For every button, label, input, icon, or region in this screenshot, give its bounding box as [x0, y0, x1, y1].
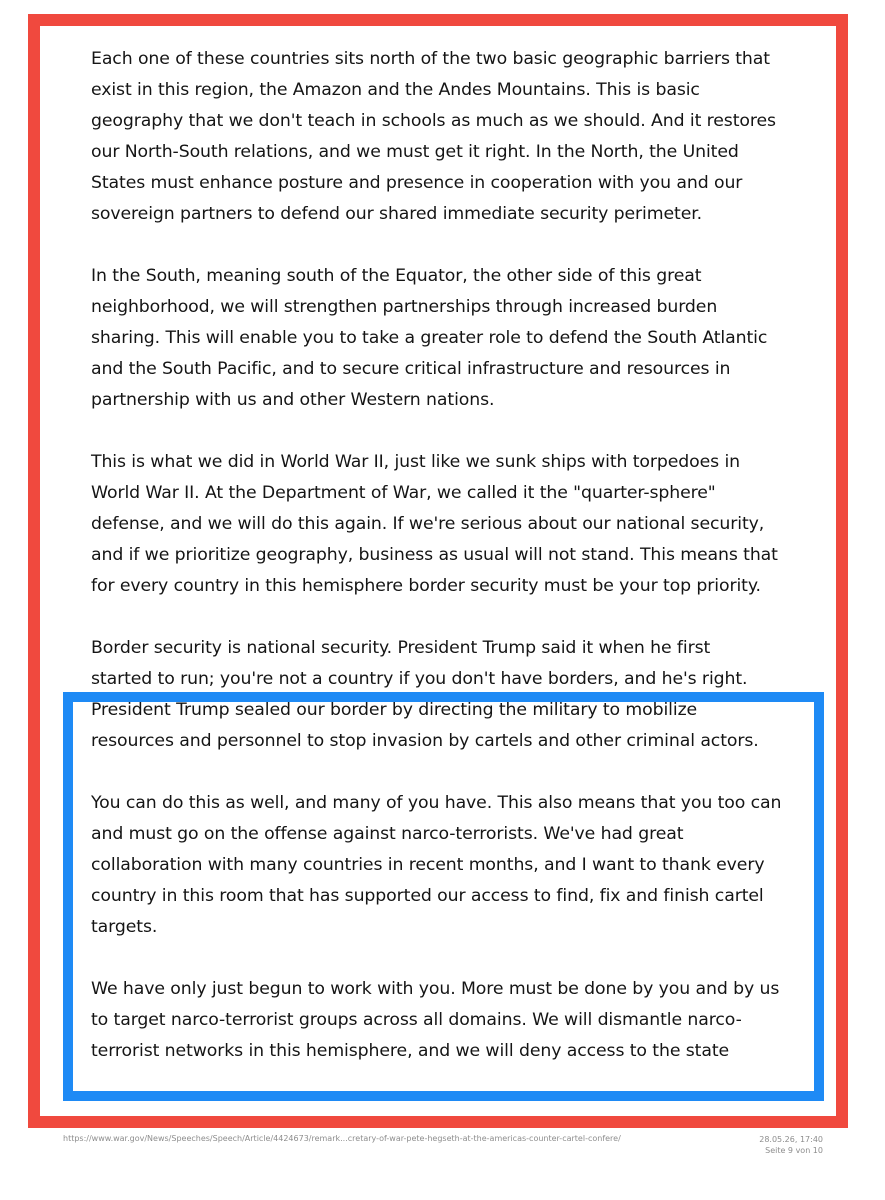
text-line: exist in this region, the Amazon and the Andes Mountains. This is basic	[91, 80, 700, 100]
text-line: our North-South relations, and we must get it right. In the North, the United	[91, 142, 739, 162]
footer-page-number: Seite 9 von 10	[765, 1146, 823, 1155]
text-line: started to run; you're not a country if you don't have borders, and he's right.	[91, 669, 748, 689]
text-line: sovereign partners to defend our shared immediate security perimeter.	[91, 204, 703, 224]
footer-timestamp: 28.05.26, 17:40	[759, 1135, 823, 1144]
paragraph-5	[91, 788, 791, 943]
text-line: geography that we don't teach in schools as much as we should. And it restores	[91, 111, 776, 131]
text-line: terrorist networks in this hemisphere, and we will deny access to the state	[91, 1041, 730, 1061]
paragraph-2	[91, 261, 791, 416]
text-line: In the South, meaning south of the Equator, the other side of this great	[91, 266, 702, 286]
text-line: President Trump sealed our border by directing the military to mobilize	[91, 700, 698, 720]
text-line: collaboration with many countries in recent months, and I want to thank every	[91, 855, 765, 875]
text-line: resources and personnel to stop invasion by cartels and other criminal actors.	[91, 731, 759, 751]
text-line: defense, and we will do this again. If we're serious about our national security,	[91, 514, 765, 534]
text-line: targets.	[91, 917, 158, 937]
text-line: for every country in this hemisphere border security must be your top priority.	[91, 576, 761, 596]
text-line: and must go on the offense against narco-terrorists. We've had great	[91, 824, 684, 844]
text-line: Border security is national security. President Trump said it when he first	[91, 638, 711, 658]
text-line: States must enhance posture and presence in cooperation with you and our	[91, 173, 743, 193]
paragraph-1	[91, 44, 791, 230]
text-line: World War II. At the Department of War, we called it the "quarter-sphere"	[91, 483, 716, 503]
text-line: neighborhood, we will strengthen partnerships through increased burden	[91, 297, 718, 317]
paragraph-3	[91, 447, 791, 602]
speech-text	[91, 44, 791, 1098]
text-line: and if we prioritize geography, business as usual will not stand. This means that	[91, 545, 778, 565]
text-line: and the South Pacific, and to secure critical infrastructure and resources in	[91, 359, 731, 379]
paragraph-4	[91, 633, 791, 757]
text-line: Each one of these countries sits north of the two basic geographic barriers that	[91, 49, 770, 69]
text-line: sharing. This will enable you to take a greater role to defend the South Atlantic	[91, 328, 768, 348]
text-line: You can do this as well, and many of you have. This also means that you too can	[91, 793, 782, 813]
text-line: partnership with us and other Western nations.	[91, 390, 495, 410]
text-line: to target narco-terrorist groups across all domains. We will dismantle narco-	[91, 1010, 742, 1030]
footer-source-url: https://www.war.gov/News/Speeches/Speech/Article/4424673/remark...cretary-of-war-pete-hegseth-at-the-americas-counter-cartel-confere/	[63, 1134, 621, 1143]
text-line: country in this room that has supported our access to find, fix and finish cartel	[91, 886, 764, 906]
footer-print-info	[759, 1134, 823, 1156]
text-line: This is what we did in World War II, just like we sunk ships with torpedoes in	[91, 452, 741, 472]
text-line: We have only just begun to work with you. More must be done by you and by us	[91, 979, 780, 999]
paragraph-6	[91, 974, 791, 1067]
